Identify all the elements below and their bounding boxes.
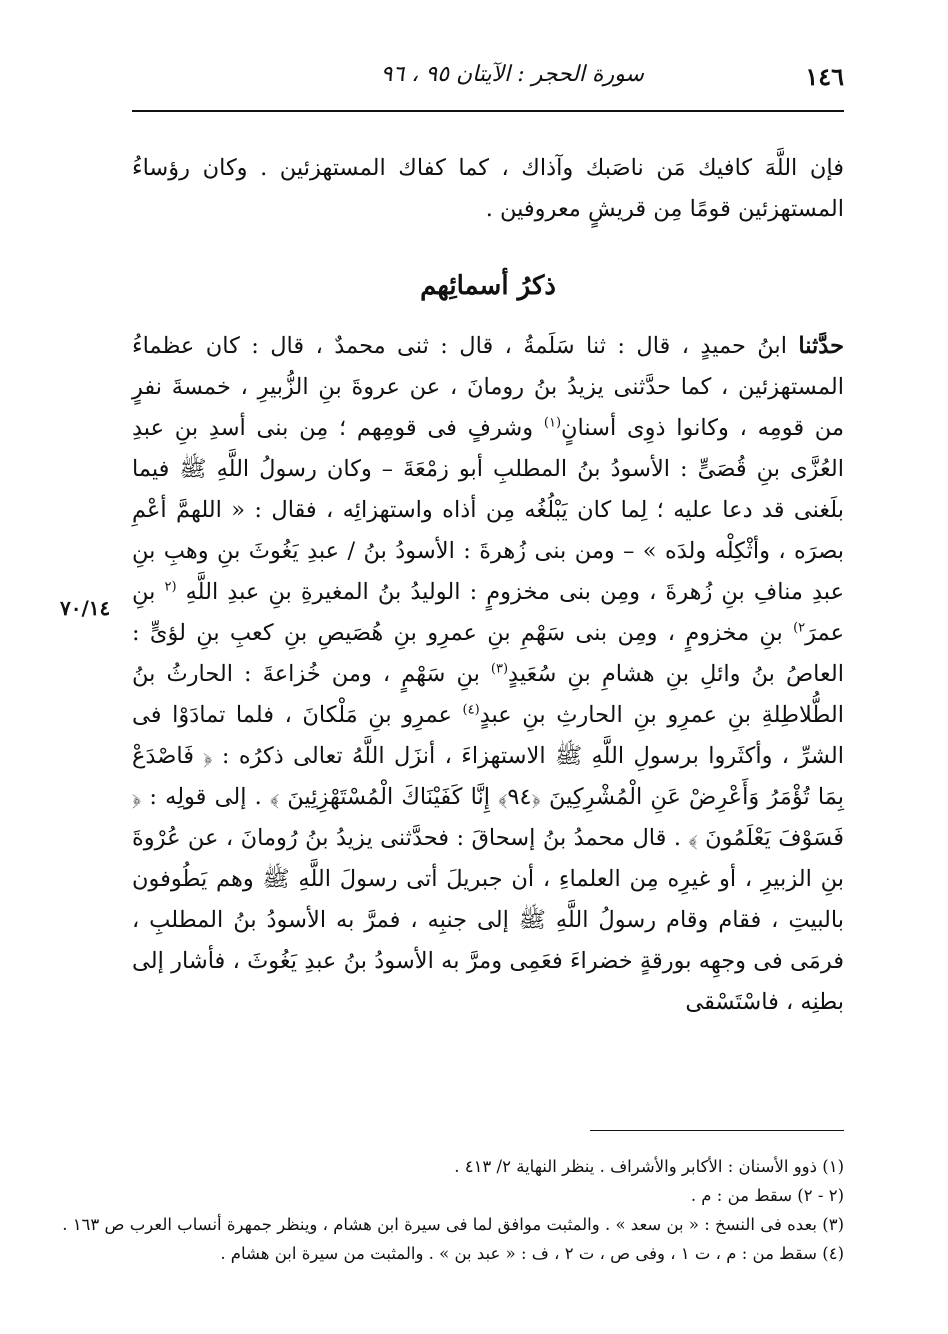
page-number: ١٤٦ — [805, 62, 844, 91]
narration-text-f: عمرِو بنِ مَلْكانَ ، فلما تمادَوْا فى الشرِّ ، وأكثَروا برسولِ اللَّهِ ﷺ الاستهزاءَ ، أنزَل اللَّهُ تعالى ذكرُه : ﴿ فَاصْدَعْ بِمَا تُؤْمَرُ وَأَعْرِضْ عَنِ الْمُشْرِكِينَ ﴿٩٤﴾ إِنَّا كَفَيْنَاكَ الْمُسْتَهْزِئِينَ ﴾ . إلى قولِه : ﴿ فَسَوْفَ يَعْلَمُونَ ﴾ . قال محمدُ بنُ إسحاقَ : فحدَّثنى يزيدُ بنُ رُومانَ ، عن عُرْوةَ بنِ الزبيرِ ، أو غيرِه مِن العلماءِ ، أن جبريلَ أتى رسولَ اللَّهِ ﷺ وهم يَطُوفون بالبيتِ ، فقام وقام رسولُ اللَّهِ ﷺ إلى جنبِه ، فمرَّ به الأسودُ بنُ المطلبِ ، فرمَى فى وجهِه بورقةٍ خضراءَ فعَمِى ومرَّ به الأسودُ بنُ عبدِ يَغُوثَ ، فأشار إلى بطنِه ، فاسْتَسْقى — [132, 702, 844, 1015]
narration-text-d: بنِ مخزومٍ ، ومِن بنى سَهْمِ بنِ عمرِو بنِ هُصَيصِ بنِ كعبِ بنِ لؤىٍّ : العاصُ بنُ وائلِ بنِ هشامِ بنِ سُعَيدٍ — [132, 620, 844, 687]
narration-text-b: وشرفٍ فى قومِهم ؛ مِن بنى أسدِ بنِ عبدِ العُزَّى بنِ قُصَىٍّ : الأسودُ بنُ المطلبِ أبو زمْعَةَ – وكان رسولُ اللَّهِ ﷺ فيما بلَغنى قد دعا عليه ؛ لِما كان يَبْلُغُه مِن أذاه واستهزائِه ، فقال : « اللهمَّ أعْمِ بصرَه ، وأثْكِلْه ولدَه » – ومن بنى زُهرةَ : الأسودُ بنُ / عبدِ يَغُوثَ بنِ وهبِ بنِ عبدِ منافِ بنِ زُهرةَ ، ومِن بنى مخزومٍ : الوليدُ بنُ المغيرةِ بنِ عبدِ اللَّهِ — [132, 415, 845, 605]
narration-text-c: بنِ عمرَ — [132, 579, 844, 646]
header-rule — [132, 110, 844, 112]
page-header — [132, 56, 844, 100]
footnote-marker-2-end[interactable]: ٢) — [793, 620, 806, 636]
footnote-marker-1[interactable]: (١) — [543, 415, 562, 431]
main-text — [132, 148, 844, 1023]
footnote-4: (٤) سقط من : م ، ت ١ ، وفى ص ، ت ٢ ، ف : « عبد بن » . والمثبت من سيرة ابن هشام . — [220, 1244, 844, 1263]
footnotes — [62, 1152, 844, 1268]
running-title: سورة الحجر : الآيتان ٩٥ ، ٩٦ — [380, 62, 644, 87]
footnote-rule — [590, 1130, 844, 1131]
footnote-1: (١) ذوو الأسنان : الأكابر والأشراف . ينظر النهاية ٢/ ٤١٣ . — [454, 1157, 844, 1176]
narration-text-e: بنِ سَهْمٍ ، ومن خُزاعةَ : الحارثُ بنُ الطُّلاطِلةِ بنِ عمرِو بنِ الحارثِ بنِ عبدٍ — [132, 661, 844, 728]
narration-text-a: ابنُ حميدٍ ، قال : ثنا سَلَمةُ ، قال : ثنى محمدٌ ، قال : كان عظماءُ المستهزئين ، كما حدَّثنى يزيدُ بنُ رومانَ ، عن عروةَ بنِ الزُّبيرِ ، خمسةَ نفرٍ من قومِه ، وكانوا ذوِى أسنانٍ — [132, 333, 844, 441]
footnote-marker-4[interactable]: (٤) — [462, 702, 480, 718]
margin-page-reference: ٧٠/١٤ — [60, 596, 111, 620]
section-heading: ذكرُ أسمائِهم — [420, 271, 556, 301]
narration-paragraph — [132, 326, 844, 1023]
narration-lead-word: حدَّثنا — [798, 333, 844, 359]
opening-paragraph: فإن اللَّهَ كافيك مَن ناصَبك وآذاك ، كما كفاك المستهزئين . وكان رؤساءُ المستهزئين قومًا مِن قريشٍ معروفين . — [132, 155, 844, 222]
footnote-3: (٣) بعده فى النسخ : « بن سعد » . والمثبت موافق لما فى سيرة ابن هشام ، وينظر جمهرة أنساب العرب ص ١٦٣ . — [62, 1215, 844, 1234]
footnote-marker-3[interactable]: (٣) — [490, 661, 509, 677]
footnote-marker-2-start[interactable]: (٢ — [164, 579, 177, 595]
footnote-2: (٢ - ٢) سقط من : م . — [690, 1186, 844, 1205]
